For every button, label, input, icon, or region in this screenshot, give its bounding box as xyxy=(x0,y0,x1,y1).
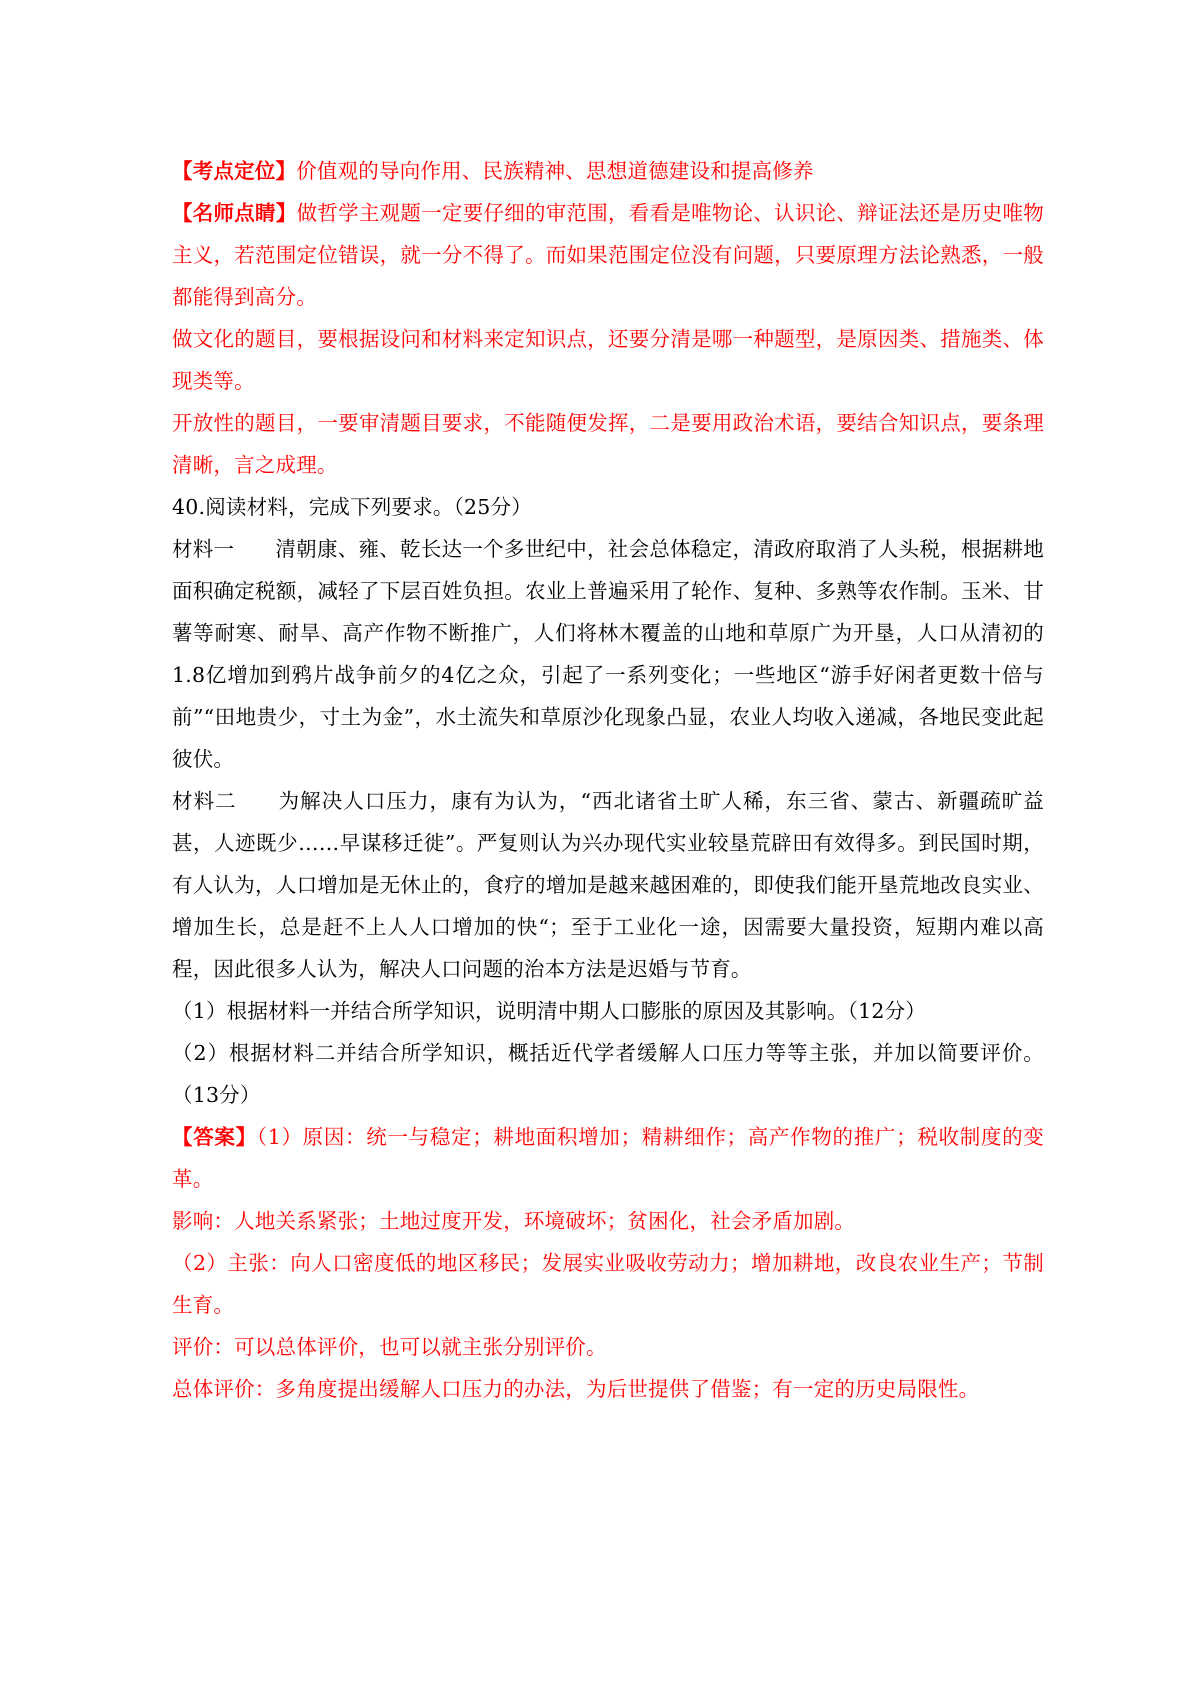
answer-cause-text: （1）原因：统一与稳定；耕地面积增加；精耕细作；高产作物的推广；税收制度的变革。 xyxy=(172,1125,1044,1191)
material-two-text: 为解决人口压力，康有为认为，“西北诸省土旷人稀，东三省、蒙古、新疆疏旷益甚，人迹既少……早谋移迁徙”。严复则认为兴办现代实业较垦荒辟田有效得多。到民国时期，有人认为，人口增加是无休止的，食疗的增加是越来越困难的，即使我们能开垦荒地改良实业、增加生长，总是赶不上人人口增加的快“；至于工业化一途，因需要大量投资，短期内难以高程，因此很多人认为，解决人口问题的治本方法是迟婚与节育。 xyxy=(172,789,1044,981)
answer-cause-paragraph xyxy=(172,1116,1044,1200)
answer-effect-paragraph: 影响：人地关系紧张；土地过度开发，环境破坏；贫困化，社会矛盾加剧。 xyxy=(172,1209,856,1233)
material-two-label: 材料二 xyxy=(172,789,237,813)
document-body xyxy=(172,150,1044,1410)
sub-question-one: （1）根据材料一并结合所学知识，说明清中期人口膨胀的原因及其影响。（12分） xyxy=(172,999,926,1023)
mingshi-text: 做哲学主观题一定要仔细的审范围，看看是唯物论、认识论、辩证法还是历史唯物主义，若范围定位错误，就一分不得了。而如果范围定位没有问题，只要原理方法论熟悉，一般都能得到高分。 xyxy=(172,201,1045,309)
question-heading: 40.阅读材料，完成下列要求。（25分） xyxy=(172,495,532,519)
answer-evaluation-paragraph: 评价：可以总体评价，也可以就主张分别评价。 xyxy=(172,1335,607,1359)
mingshi-tag: 【名师点睛】 xyxy=(172,201,297,225)
sub-question-two: （2）根据材料二并结合所学知识，概括近代学者缓解人口压力等等主张，并加以简要评价。（13分） xyxy=(172,1041,1044,1107)
material-two-paragraph xyxy=(172,780,1044,990)
mingshi-paragraph xyxy=(172,192,1044,318)
kaodian-tag: 【考点定位】 xyxy=(172,159,297,183)
material-one-label: 材料一 xyxy=(172,537,235,561)
wenhua-paragraph: 做文化的题目，要根据设问和材料来定知识点，还要分清是哪一种题型，是原因类、措施类、体现类等。 xyxy=(172,327,1044,393)
material-one-text: 清朝康、雍、乾长达一个多世纪中，社会总体稳定，清政府取消了人头税，根据耕地面积确定税额，减轻了下层百姓负担。农业上普遍采用了轮作、复种、多熟等农作制。玉米、甘薯等耐寒、耐旱、高产作物不断推广，人们将林木覆盖的山地和草原广为开垦，人口从清初的1.8亿增加到鸦片战争前夕的4亿之众，引起了一系列变化；一些地区“游手好闲者更数十倍与前”“田地贵少，寸土为金”，水土流失和草原沙化现象凸显，农业人均收入递减，各地民变此起彼伏。 xyxy=(172,537,1044,771)
answer-claims-paragraph: （2）主张：向人口密度低的地区移民；发展实业吸收劳动力；增加耕地，改良农业生产；节制生育。 xyxy=(172,1251,1044,1317)
material-one-paragraph xyxy=(172,528,1044,780)
answer-tag: 【答案】 xyxy=(172,1125,257,1149)
kaodian-paragraph xyxy=(172,150,1044,192)
kaodian-text: 价值观的导向作用、民族精神、思想道德建设和提高修养 xyxy=(296,159,814,183)
answer-overall-paragraph: 总体评价：多角度提出缓解人口压力的办法，为后世提供了借鉴；有一定的历史局限性。 xyxy=(172,1377,980,1401)
kaifang-paragraph: 开放性的题目，一要审清题目要求，不能随便发挥，二是要用政治术语，要结合知识点，要条理清晰，言之成理。 xyxy=(172,411,1044,477)
